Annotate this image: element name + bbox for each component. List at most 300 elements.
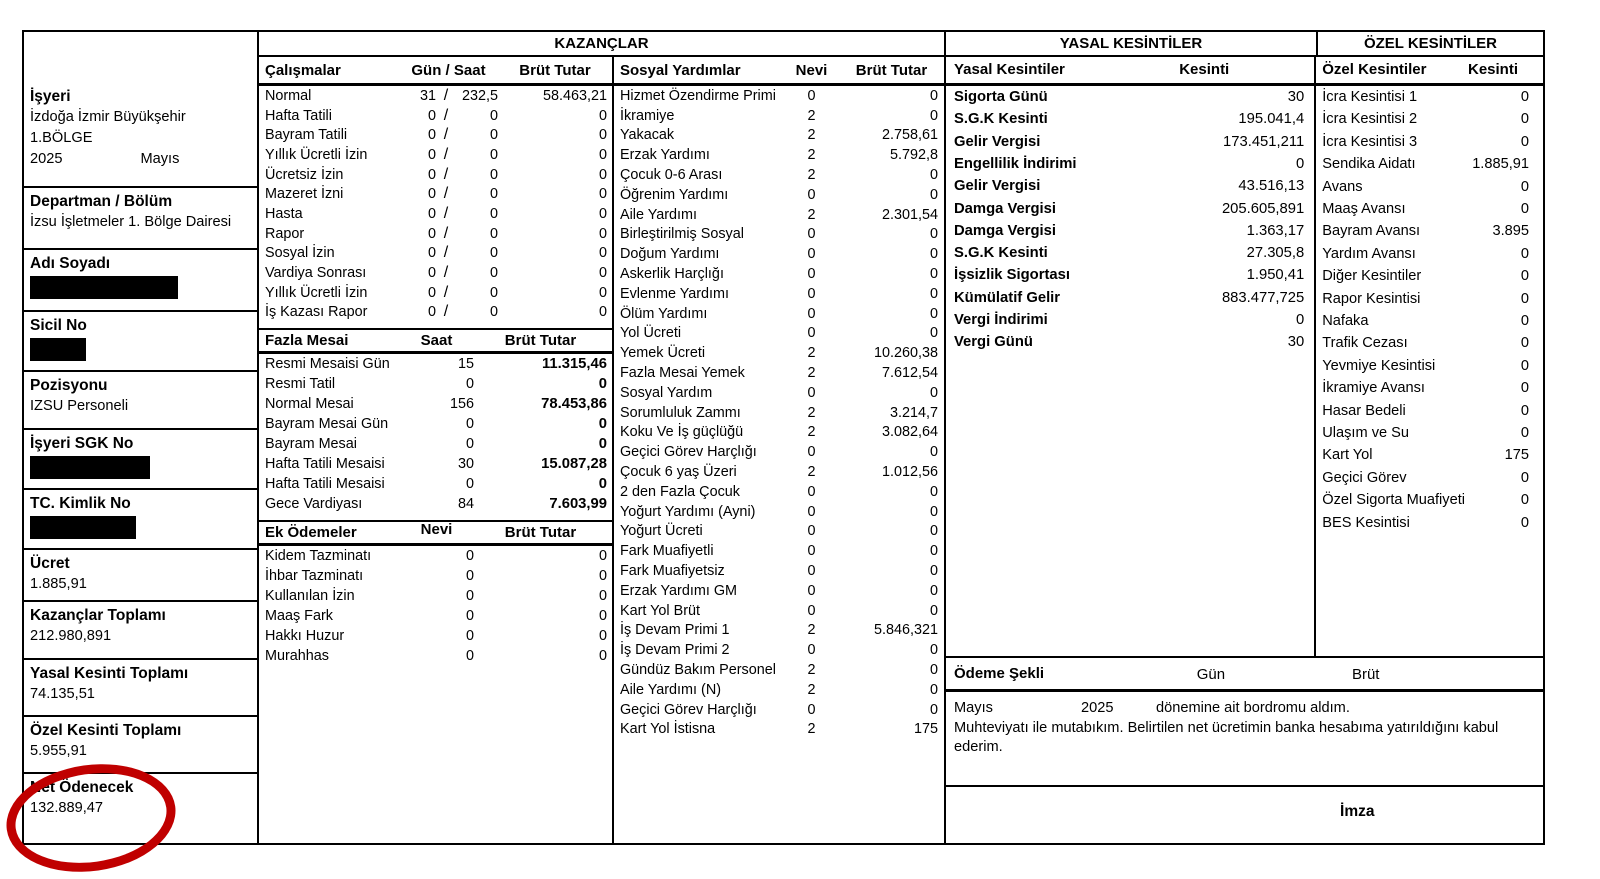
table-row (259, 125, 612, 145)
overtime-header-label: Fazla Mesai (264, 332, 349, 350)
row-days: 0 (427, 146, 436, 163)
row-label: Yevmiye Kesintisi (1322, 357, 1436, 374)
deductions-body (946, 57, 1543, 656)
row-type: 0 (465, 568, 474, 585)
row-label: Askerlik Harçlığı (619, 266, 724, 283)
table-row (614, 304, 944, 324)
row-amount: 0 (1520, 380, 1529, 397)
slash-separator: / (443, 86, 449, 104)
row-gross: 0 (598, 608, 607, 625)
table-row (259, 204, 612, 224)
row-gross: 78.453,86 (541, 396, 607, 413)
slash-separator: / (443, 185, 449, 203)
row-type: 2 (807, 147, 816, 164)
row-gross: 0 (598, 146, 607, 163)
row-gross: 0 (929, 325, 938, 342)
row-amount: 0 (1520, 335, 1529, 352)
table-row (1316, 287, 1543, 309)
ack-year: 2025 (1081, 699, 1114, 716)
row-amount: 0 (1520, 469, 1529, 486)
row-label: Hasar Bedeli (1322, 402, 1406, 419)
row-label: Normal Mesai (264, 396, 354, 413)
row-hours: 0 (489, 304, 498, 321)
department-section (24, 188, 257, 250)
row-label: İş Devam Primi 1 (619, 622, 730, 639)
table-row (614, 106, 944, 126)
row-type: 0 (465, 628, 474, 645)
name-section (24, 250, 257, 312)
table-row (614, 522, 944, 542)
table-row (614, 601, 944, 621)
row-gross: 0 (598, 304, 607, 321)
row-gross: 3.214,7 (889, 404, 938, 421)
table-row (1316, 153, 1543, 175)
table-row (1316, 243, 1543, 265)
department-label: Departman / Bölüm (30, 193, 173, 210)
row-gross: 0 (929, 662, 938, 678)
table-row (946, 197, 1314, 219)
earnings-title: KAZANÇLAR (259, 32, 944, 57)
row-type: 2 (807, 681, 816, 698)
table-row (1316, 399, 1543, 421)
row-type: 0 (807, 444, 816, 461)
table-row (614, 680, 944, 700)
extra-payments-header (259, 520, 612, 546)
row-gross: 15.087,28 (541, 456, 607, 473)
table-row (259, 354, 612, 374)
row-gross: 0 (598, 416, 607, 433)
row-gross: 0 (929, 246, 938, 263)
row-gross: 175 (913, 721, 938, 738)
row-gross: 58.463,21 (542, 87, 607, 104)
row-gross: 0 (929, 681, 938, 698)
row-type: 2 (807, 107, 816, 124)
payment-method-label: Ödeme Şekli (954, 664, 1045, 682)
acknowledgement-text (946, 692, 1543, 787)
row-amount: 175 (1504, 447, 1529, 464)
row-gross: 0 (929, 444, 938, 461)
row-label: İhbar Tazminatı (264, 568, 364, 585)
table-row (946, 175, 1314, 197)
row-label: İşsizlik Sigortası (954, 267, 1070, 284)
table-row (1316, 355, 1543, 377)
table-row (614, 363, 944, 383)
row-gross: 0 (598, 436, 607, 453)
row-amount: 0 (1520, 492, 1529, 509)
department-value: İzsu İşletmeler 1. Bölge Dairesi (30, 214, 232, 230)
row-label: Doğum Yardımı (619, 246, 720, 263)
table-row (614, 244, 944, 264)
legal-header-amount: Kesinti (1179, 61, 1230, 79)
table-row (614, 482, 944, 502)
table-row (259, 606, 612, 626)
row-gross: 0 (598, 548, 607, 565)
row-gross: 11.315,46 (541, 356, 607, 373)
row-type: 0 (465, 648, 474, 665)
extra-header-label: Ek Ödemeler (264, 524, 357, 542)
table-row (614, 324, 944, 344)
row-type: 0 (465, 588, 474, 605)
payslip-table (22, 30, 1545, 845)
row-label: Aile Yardımı (619, 206, 698, 223)
row-amount: 0 (1296, 155, 1305, 172)
legal-header-label: Yasal Kesintiler (954, 61, 1065, 79)
table-row (614, 541, 944, 561)
row-gross: 0 (929, 563, 938, 580)
earnings-total-label: Kazançlar Toplamı (30, 607, 166, 624)
table-row (259, 454, 612, 474)
row-type: 2 (807, 424, 816, 441)
row-label: 2 den Fazla Çocuk (619, 483, 740, 500)
table-row (259, 494, 612, 514)
row-label: Diğer Kesintiler (1322, 268, 1422, 285)
table-row (614, 284, 944, 304)
position-section (24, 372, 257, 430)
acknowledgement-line1 (954, 699, 1535, 719)
row-label: Mazeret İzni (264, 186, 344, 203)
row-amount: 27.305,8 (1246, 245, 1305, 262)
extra-payments-table (259, 546, 612, 666)
ack-month: Mayıs (954, 699, 993, 716)
table-row (614, 581, 944, 601)
row-label: İcra Kesintisi 3 (1322, 133, 1418, 150)
row-amount: 30 (1287, 89, 1305, 106)
row-label: Gece Vardiyası (264, 496, 363, 513)
payment-method-section (946, 656, 1543, 843)
table-row (614, 502, 944, 522)
row-type: 0 (807, 483, 816, 500)
row-label: Ulaşım ve Su (1322, 424, 1410, 441)
row-type: 0 (465, 548, 474, 565)
work-header-day-hour: Gün / Saat (411, 61, 486, 79)
legal-deduction-total-label: Yasal Kesinti Toplamı (30, 665, 189, 682)
row-days: 0 (427, 166, 436, 183)
row-gross: 0 (598, 476, 607, 493)
row-type: 2 (807, 127, 816, 144)
legal-deductions-header (946, 57, 1314, 86)
row-type: 2 (807, 464, 816, 481)
table-row (259, 546, 612, 566)
row-label: Maaş Fark (264, 608, 333, 625)
row-label: Normal (264, 87, 312, 104)
row-gross: 0 (598, 166, 607, 183)
slash-separator: / (443, 264, 449, 282)
row-type: 0 (807, 582, 816, 599)
overtime-header-gross: Brüt Tutar (504, 332, 577, 350)
row-gross: 0 (598, 648, 607, 665)
row-label: Hafta Tatili Mesaisi (264, 456, 385, 473)
table-row (946, 153, 1314, 175)
sgk-no-label: İşyeri SGK No (30, 435, 134, 452)
row-hours: 232,5 (461, 87, 498, 104)
position-value: IZSU Personeli (30, 398, 129, 414)
row-hours: 0 (465, 376, 474, 393)
row-type: 0 (807, 226, 816, 243)
special-deductions-title: ÖZEL KESİNTİLER (1363, 34, 1498, 52)
row-type: 0 (807, 87, 816, 104)
row-gross: 0 (598, 205, 607, 222)
row-amount: 0 (1520, 424, 1529, 441)
slash-separator: / (443, 303, 449, 321)
row-gross: 5.792,8 (889, 147, 938, 164)
row-label: Ücretsiz İzin (264, 166, 344, 183)
special-deductions-table (1316, 86, 1543, 534)
social-benefits-table (614, 86, 944, 739)
row-label: Hafta Tatili Mesaisi (264, 476, 385, 493)
table-row (1316, 175, 1543, 197)
row-type: 2 (807, 365, 816, 382)
row-gross: 0 (929, 107, 938, 124)
redacted-registry-no (30, 338, 86, 361)
row-hours: 0 (489, 284, 498, 301)
legal-deduction-total-value: 74.135,51 (30, 686, 95, 702)
row-hours: 0 (465, 416, 474, 433)
table-row (614, 561, 944, 581)
row-label: Erzak Yardımı (619, 147, 710, 164)
row-label: Birleştirilmiş Sosyal (619, 226, 744, 243)
table-row (946, 309, 1314, 331)
row-amount: 0 (1520, 201, 1529, 218)
row-label: Hafta Tatili (264, 107, 332, 124)
row-label: S.G.K Kesinti (954, 245, 1048, 262)
row-label: Bayram Avansı (1322, 223, 1421, 240)
row-amount: 195.041,4 (1238, 111, 1305, 128)
row-hours: 15 (457, 356, 474, 373)
employee-info-panel (24, 32, 259, 843)
slash-separator: / (443, 224, 449, 242)
row-label: Evlenme Yardımı (619, 285, 730, 302)
row-label: Vardiya Sonrası (264, 265, 367, 282)
row-gross: 0 (929, 503, 938, 520)
row-label: S.G.K Kesinti (954, 111, 1048, 128)
row-amount: 1.363,17 (1246, 222, 1305, 239)
row-days: 0 (427, 205, 436, 222)
row-label: Gelir Vergisi (954, 178, 1041, 195)
row-gross: 0 (929, 543, 938, 560)
row-label: Avans (1322, 178, 1363, 195)
row-type: 0 (807, 325, 816, 342)
row-gross: 2.758,61 (881, 127, 938, 144)
redacted-sgk-no (30, 456, 150, 479)
special-deductions-header (1316, 57, 1543, 86)
table-row (259, 184, 612, 204)
table-row (259, 283, 612, 303)
row-hours: 0 (489, 245, 498, 262)
table-row (259, 224, 612, 244)
social-header-label: Sosyal Yardımlar (619, 61, 741, 79)
row-hours: 0 (489, 225, 498, 242)
row-label: Sendika Aidatı (1322, 156, 1416, 173)
table-row (614, 383, 944, 403)
row-gross: 0 (929, 483, 938, 500)
table-row (1316, 332, 1543, 354)
row-type: 0 (807, 701, 816, 718)
row-label: Murahhas (264, 648, 329, 665)
row-type: 0 (807, 186, 816, 203)
row-label: İkramiye Avansı (1322, 380, 1425, 397)
net-pay-label: Net Ödenecek (30, 779, 134, 796)
tc-id-section (24, 490, 257, 550)
row-label: Yıllık Ücretli İzin (264, 146, 368, 163)
row-amount: 0 (1520, 290, 1529, 307)
row-amount: 0 (1520, 514, 1529, 531)
row-label: Resmi Mesaisi Gün (264, 356, 390, 373)
row-amount: 0 (1520, 312, 1529, 329)
table-row (946, 220, 1314, 242)
row-label: Fark Muafiyetsiz (619, 563, 725, 580)
table-row (1316, 511, 1543, 533)
row-label: Kümülatif Gelir (954, 289, 1061, 306)
row-amount: 0 (1520, 89, 1529, 106)
period-year: 2025 (30, 151, 63, 167)
row-label: Geçici Görev Harçlığı (619, 701, 757, 718)
table-row (259, 566, 612, 586)
row-days: 0 (427, 284, 436, 301)
table-row (259, 586, 612, 606)
table-row (614, 165, 944, 185)
row-type: 2 (807, 167, 816, 184)
row-gross: 0 (929, 87, 938, 104)
row-label: Çocuk 6 yaş Üzeri (619, 464, 737, 481)
row-label: Erzak Yardımı GM (619, 582, 737, 599)
work-tables-column (259, 57, 614, 843)
table-row (614, 423, 944, 443)
table-row (614, 86, 944, 106)
work-header-label: Çalışmalar (264, 61, 341, 79)
table-row (259, 394, 612, 414)
row-type: 0 (807, 543, 816, 560)
special-header-label: Özel Kesintiler (1322, 61, 1427, 79)
row-label: Vergi Günü (954, 334, 1033, 351)
table-row (259, 434, 612, 454)
table-row (946, 108, 1314, 130)
row-label: Rapor (264, 225, 305, 242)
row-type: 0 (807, 384, 816, 401)
row-gross: 5.846,321 (873, 622, 938, 639)
table-row (614, 640, 944, 660)
table-row (946, 331, 1314, 353)
row-type: 2 (807, 206, 816, 223)
row-gross: 0 (929, 523, 938, 540)
row-amount: 0 (1520, 268, 1529, 285)
table-row (946, 86, 1314, 108)
redacted-name (30, 276, 178, 299)
extra-header-gross: Brüt Tutar (504, 524, 577, 542)
special-deduction-total-section (24, 717, 257, 774)
row-label: Rapor Kesintisi (1322, 290, 1421, 307)
row-hours: 0 (489, 166, 498, 183)
ack-line2-text: Muhteviyatı ile mutabıkım. Belirtilen net ücretimin banka hesabıma yatırıldığını kabul ederim. (954, 719, 1499, 756)
row-gross: 0 (598, 265, 607, 282)
table-row (1316, 377, 1543, 399)
table-row (1316, 131, 1543, 153)
row-label: Gelir Vergisi (954, 133, 1041, 150)
row-gross: 0 (598, 284, 607, 301)
table-row (1316, 310, 1543, 332)
row-label: Damga Vergisi (954, 200, 1056, 217)
period (30, 151, 251, 167)
row-amount: 1.950,41 (1246, 267, 1305, 284)
wage-section (24, 550, 257, 602)
row-label: Geçici Görev (1322, 469, 1407, 486)
row-hours: 84 (457, 496, 474, 513)
table-row (946, 130, 1314, 152)
row-label: Kidem Tazminatı (264, 548, 372, 565)
row-gross: 0 (598, 127, 607, 144)
row-days: 0 (427, 304, 436, 321)
table-row (946, 242, 1314, 264)
row-amount: 0 (1520, 111, 1529, 128)
row-amount: 883.477,725 (1221, 289, 1305, 306)
row-amount: 0 (1520, 357, 1529, 374)
row-gross: 1.012,56 (881, 464, 938, 481)
table-row (1316, 198, 1543, 220)
row-type: 2 (807, 345, 816, 362)
row-gross: 0 (598, 568, 607, 585)
row-label: Bayram Tatili (264, 127, 348, 144)
row-gross: 0 (929, 701, 938, 718)
deductions-section (946, 32, 1543, 843)
row-gross: 0 (929, 186, 938, 203)
table-row (614, 205, 944, 225)
table-row (259, 303, 612, 323)
row-type: 0 (807, 285, 816, 302)
table-row (1316, 422, 1543, 444)
table-row (614, 462, 944, 482)
row-label: Yakacak (619, 127, 675, 144)
row-gross: 0 (598, 225, 607, 242)
table-row (259, 263, 612, 283)
row-hours: 30 (457, 456, 474, 473)
row-label: Geçici Görev Harçlığı (619, 444, 757, 461)
row-gross: 0 (598, 628, 607, 645)
social-benefits-column (614, 57, 944, 843)
row-type: 2 (807, 721, 816, 738)
row-gross: 0 (929, 266, 938, 283)
table-row (259, 145, 612, 165)
tc-id-label: TC. Kimlik No (30, 495, 131, 512)
table-row (614, 660, 944, 680)
table-row (259, 646, 612, 666)
row-label: Yıllık Ücretli İzin (264, 284, 368, 301)
table-row (259, 106, 612, 126)
table-row (614, 700, 944, 720)
earnings-body (259, 57, 944, 843)
row-label: Fazla Mesai Yemek (619, 365, 745, 382)
row-gross: 0 (929, 226, 938, 243)
slash-separator: / (443, 126, 449, 144)
row-label: Trafik Cezası (1322, 335, 1408, 352)
row-type: 0 (807, 642, 816, 659)
period-month: Mayıs (140, 151, 180, 167)
work-header-gross: Brüt Tutar (519, 61, 591, 79)
row-gross: 0 (929, 285, 938, 302)
row-amount: 0 (1520, 133, 1529, 150)
row-label: Yemek Ücreti (619, 345, 706, 362)
row-days: 31 (419, 87, 436, 104)
row-hours: 0 (489, 186, 498, 203)
table-row (259, 244, 612, 264)
row-gross: 0 (598, 376, 607, 393)
work-table-header (259, 57, 612, 86)
legal-deductions-column (946, 57, 1316, 656)
extra-header-type: Nevi (420, 521, 453, 539)
row-type: 0 (807, 602, 816, 619)
table-row (259, 474, 612, 494)
overtime-table (259, 354, 612, 514)
table-row (614, 343, 944, 363)
row-label: Yol Ücreti (619, 325, 682, 342)
